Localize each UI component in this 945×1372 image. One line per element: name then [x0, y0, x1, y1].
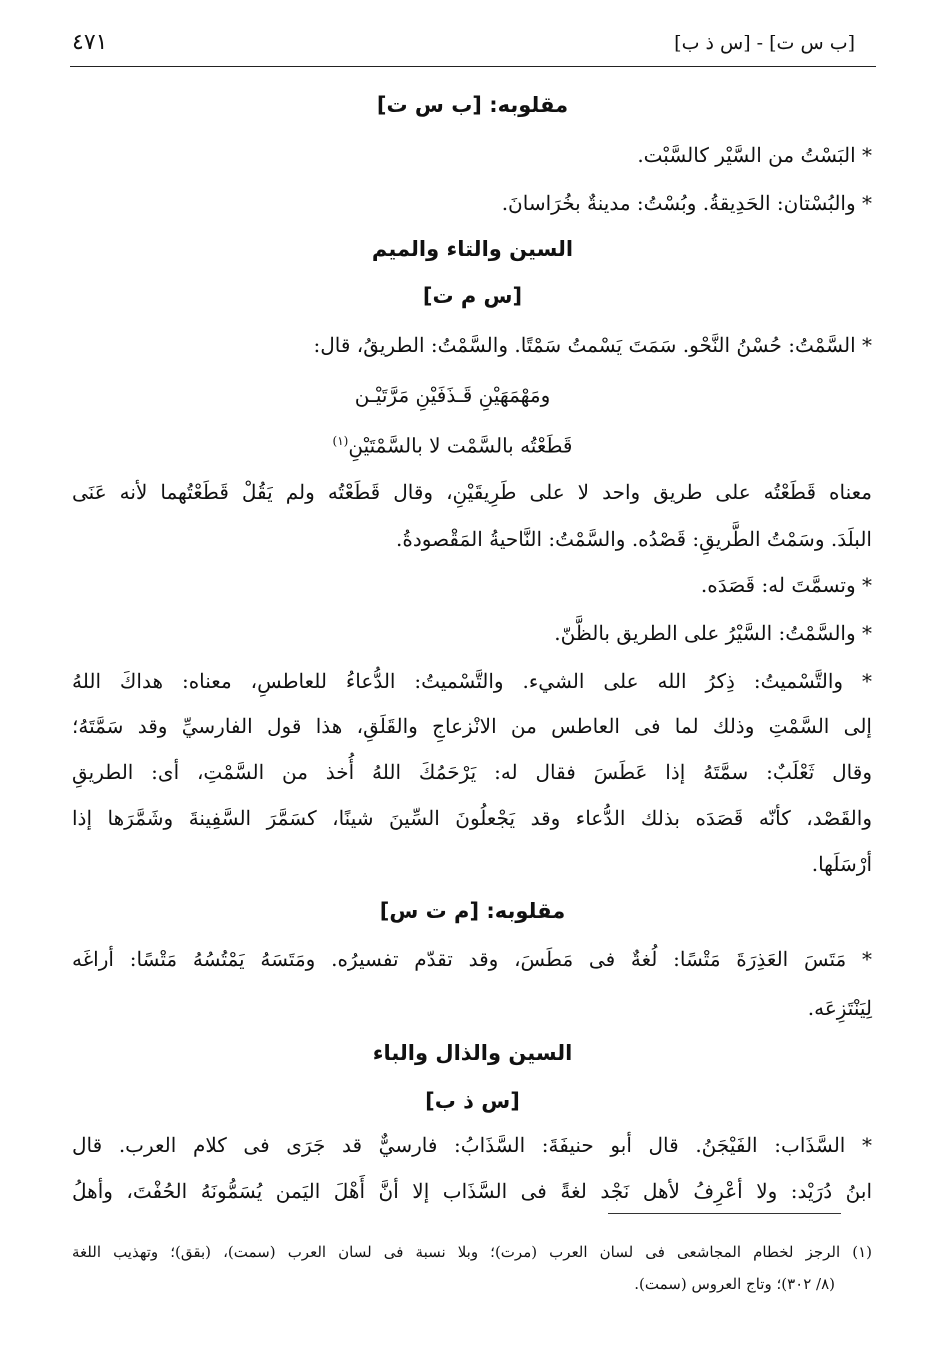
verse-text: قَطَعْتُه بالسَّمْت لا بالسَّمْتَيْنِ [348, 433, 573, 458]
paragraph-line: والقَصْد، كأنّه قَصَدَه بذلك الدُّعاء وقد يَجْعلُونَ السِّينَ شينًا، كسَمَّرَ السَّفِينةَ وشَمَّرَها إذا [72, 806, 872, 830]
footnote-line: (١) الرجز لخطام المجاشعى فى لسان العرب (مرت)؛ وبلا نسبة فى لسان العرب (سمت)، (بقق)؛ وتهذيب اللغة [72, 1243, 872, 1261]
entry-line: * البَسْتُ من السَّيْر كالسَّبْت. [637, 143, 872, 167]
entry-line: * السَّمْتُ: حُسْنُ النَّحْو. سَمَتَ يَسْمتُ سَمْتًا. والسَّمْتُ: الطريقُ، قال: [313, 333, 872, 357]
paragraph-line: * مَتَسَ العَذِرَةَ مَتْسًا: لُغةٌ فى مَطَسَ، وقد تقدّم تفسيرُه. ومَتَسَهُ يَمْتُسُهُ مَتْسًا: أراغَه [72, 947, 872, 971]
paragraph-line: لِيَنْتَزِعَه. [807, 996, 872, 1020]
paragraph-line: معناه قَطَعْتُه على طريق واحد لا على طَرِيقَيْنِ، وقال قَطَعْتُه ولم يَقُلْ قَطَعْتُهما لأنه عَنَى [72, 480, 872, 504]
footnote-line: (٨/ ٣٠٢)؛ وتاج العروس (سمت). [634, 1275, 835, 1293]
paragraph-line: أرْسَلَها. [811, 852, 872, 876]
root-heading-smt: [س م ت] [422, 284, 523, 308]
section-heading-sin-dhal-ba: السين والذال والباء [372, 1041, 573, 1065]
paragraph-line: وقال ثَعْلَبٌ: سمَّتَهُ إذا عَطَسَ فقال له: يَرْحَمُكَ اللهُ أُخذ من السَّمْتِ، أى: الطريقِ [72, 760, 872, 784]
root-heading-sdhb: [س ذ ب] [425, 1089, 520, 1113]
page-number: ٤٧١ [72, 30, 108, 55]
entry-line: * والسَّمْتُ: السَّيْرُ على الطريق بالظَّنّ. [554, 621, 872, 645]
entry-line: * والبُسْتان: الحَدِيقةُ. وبُسْتُ: مدينةٌ بخُرَاسانَ. [501, 191, 872, 215]
verse-line-1: ومَهْمَهَيْنِ قَـذَفَيْنِ مَرَّتَيْـن [354, 383, 551, 407]
running-head: [ب س ت] - [س ذ ب] [674, 32, 855, 54]
paragraph-line: البلَدَ. وسَمْتُ الطَّريقِ: قَصْدُه. والسَّمْتُ: النَّاحيةُ المَقْصودةُ. [396, 527, 872, 551]
footnote-rule [608, 1213, 841, 1214]
heading-maqlub-bst: مقلوبه: [ب س ت] [376, 93, 569, 117]
entry-line: * وتسمَّتَ له: قَصَدَه. [700, 573, 872, 597]
verse-line-2 [0, 426, 925, 461]
paragraph-line: ابنُ دُرَيْد: ولا أعْرِفُ لأهل نَجْد لغةً فى السَّذَاب إلا أنَّ أَهْلَ اليَمن يُسَمُّونَهُ الحُفْتَ، وأهلُ [72, 1179, 872, 1203]
paragraph-line: * والتَّسْميتُ: ذِكرُ الله على الشيء. والتَّسْميتُ: الدُّعاءُ للعاطسِ، معناه: هداكَ اللهُ [72, 669, 872, 693]
section-heading-sin-ta-mim: السين والتاء والميم [371, 237, 574, 261]
paragraph-line: إلى السَّمْتِ وذلك لما فى العاطس من الانْزعاجِ والقَلَقِ، هذا قول الفارسيِّ وقد سَمَّتَهُ؛ [72, 714, 872, 738]
header-rule [70, 66, 876, 67]
footnote-marker: (١) [332, 434, 349, 448]
heading-maqlub-mts: مقلوبه: [م ت س] [379, 899, 566, 923]
paragraph-line: * السَّذَاب: الفَيْجَنُ. قال أبو حنيفَةَ: السَّذَابُ: فارسيٌّ قد جَرَى فى كلام العرب. قال [72, 1133, 872, 1157]
